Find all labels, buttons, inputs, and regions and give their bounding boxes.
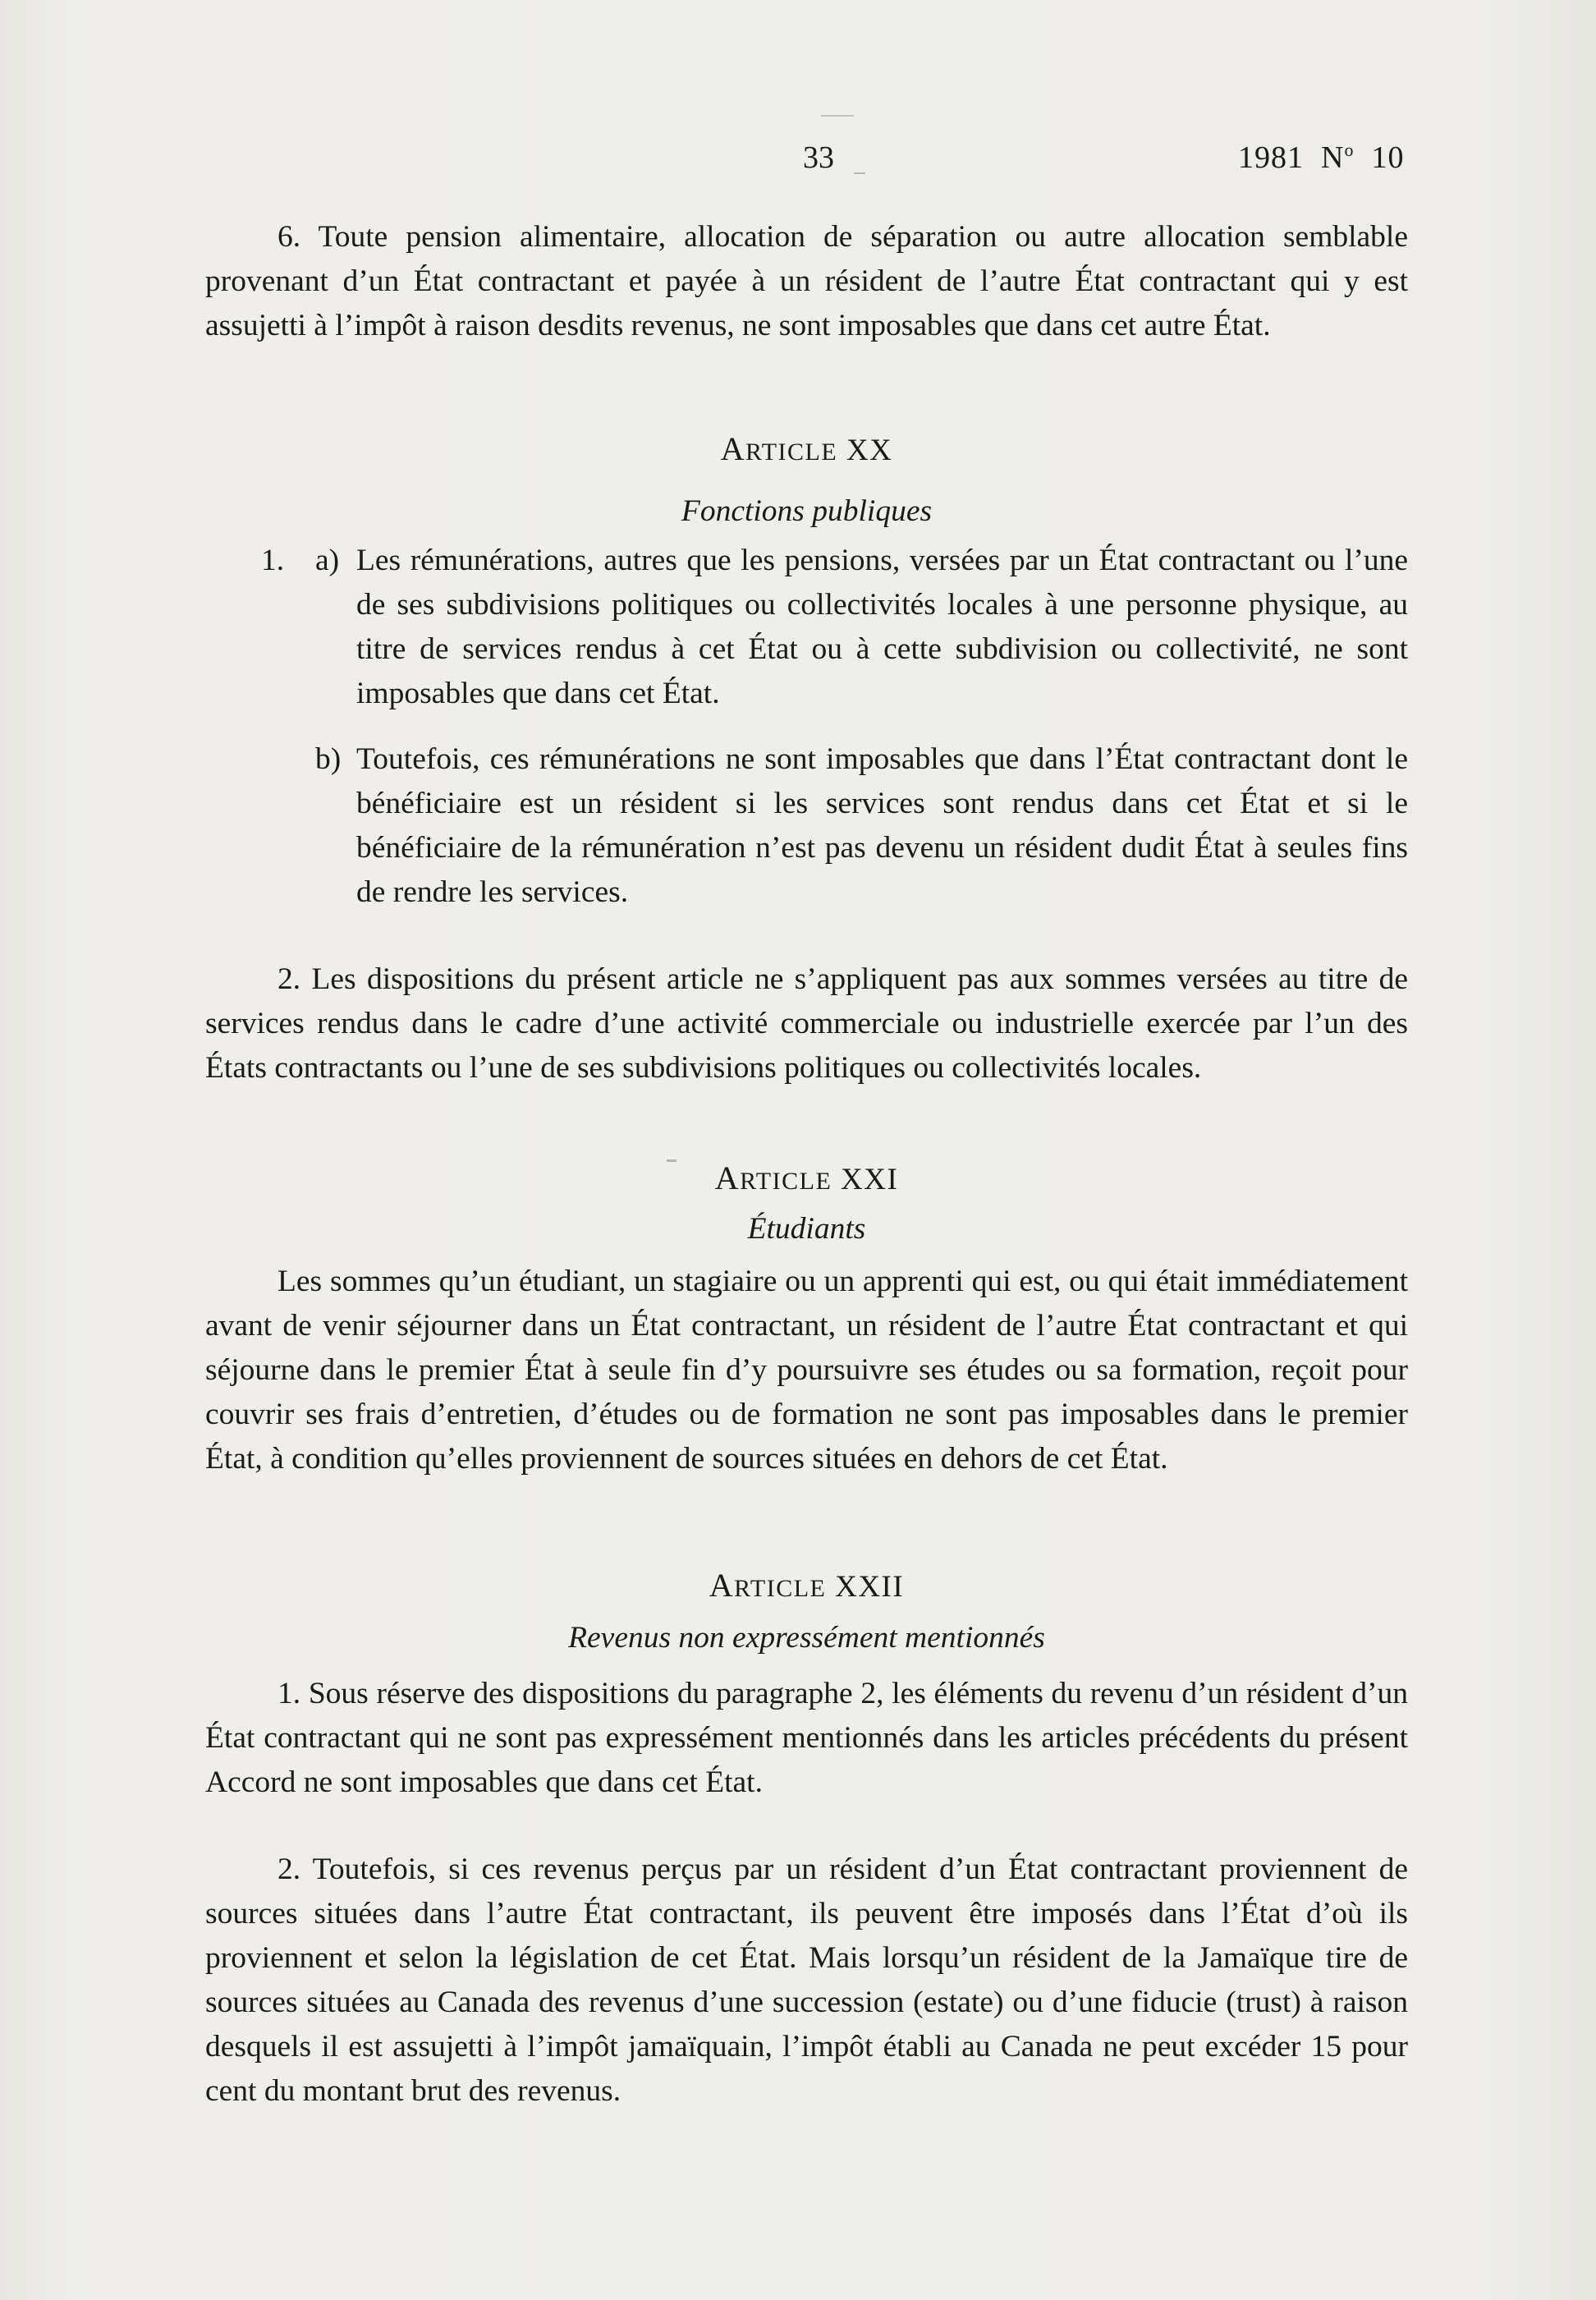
article-xxi-title: ARTICLE XXI <box>714 1159 899 1196</box>
page-header <box>0 140 1596 189</box>
article-xx-para-1b: b) Toutefois, ces rémunérations ne sont imposables que dans l’État contractant dont le bénéficiaire est un résident si les services sont rendus dans cet État et si le bénéficiaire de la rémunération n’est pas devenu un résident dudit État à seules fins de rendre les services. <box>315 742 1408 909</box>
issue-number: 10 <box>1371 140 1405 175</box>
article-xx-title: ARTICLE XX <box>720 430 893 467</box>
scan-mark <box>821 115 854 117</box>
article-xx-para-1a: 1. a) Les rémunérations, autres que les pensions, versées par un État contractant ou l’une de ses subdivisions politiques ou collectivités locales à une personne physique, au titre de services rendus à cet État ou à cette subdivision ou collectivité, ne sont imposables que dans cet État. <box>261 544 1408 710</box>
issue-no-sup: o <box>1344 140 1355 160</box>
article-xx-subtitle: Fonctions publiques <box>681 494 933 528</box>
article-xxii-para-1: 1. Sous réserve des dispositions du paragraphe 2, les éléments du revenu d’un résident d’un État contractant qui ne sont pas expressément mentionnés dans les articles précédents du présent Accord ne sont imposables que dans cet État. <box>205 1677 1408 1799</box>
document-body <box>205 215 1408 2114</box>
page-number: 33 <box>803 140 834 175</box>
article-xxii-para-2: 2. Toutefois, si ces revenus perçus par un résident d’un État contractant proviennent de sources situées dans l’autre État contractant, ils peuvent être imposés dans l’État d’où ils proviennent et selon la législation de cet État. Mais lorsqu’un résident de la Jamaïque tire de sources situées au Canada des revenus d’une succession (estate) ou d’une fiducie (trust) à raison desquels il est assujetti à l’impôt jamaïquain, l’impôt établi au Canada ne peut excéder 15 pour cent du montant brut des revenus. <box>205 1852 1408 2108</box>
issue-year: 1981 <box>1238 140 1304 175</box>
article-xxi-subtitle: Étudiants <box>747 1212 866 1246</box>
issue-no-label: N <box>1321 140 1345 175</box>
issue-reference <box>1238 140 1404 176</box>
article-xxii-subtitle: Revenus non expressément mentionnés <box>568 1621 1045 1655</box>
article-xxii-title: ARTICLE XXII <box>709 1567 905 1604</box>
article-xxi-para-1: Les sommes qu’un étudiant, un stagiaire ou un apprenti qui est, ou qui était immédiatement avant de venir séjourner dans un État contractant, un résident de l’autre État contractant et qui séjourne dans le premier État à seule fin d’y poursuivre ses études ou sa formation, reçoit pour couvrir ses frais d’entretien, d’études ou de formation ne sont pas imposables dans le premier État, à condition qu’elles proviennent de sources situées en dehors de cet État. <box>205 1265 1408 1476</box>
paragraph-6: 6. Toute pension alimentaire, allocation de séparation ou autre allocation semblable provenant d’un État contractant et payée à un résident de l’autre État contractant qui y est assujetti à l’impôt à raison desdits revenus, ne sont imposables que dans cet autre État. <box>205 220 1408 342</box>
article-xx-para-2: 2. Les dispositions du présent article ne s’appliquent pas aux sommes versées au titre de services rendus dans le cadre d’une activité commerciale ou industrielle exercée par l’un des États contractants ou l’une de ses subdivisions politiques ou collectivités locales. <box>205 962 1408 1085</box>
